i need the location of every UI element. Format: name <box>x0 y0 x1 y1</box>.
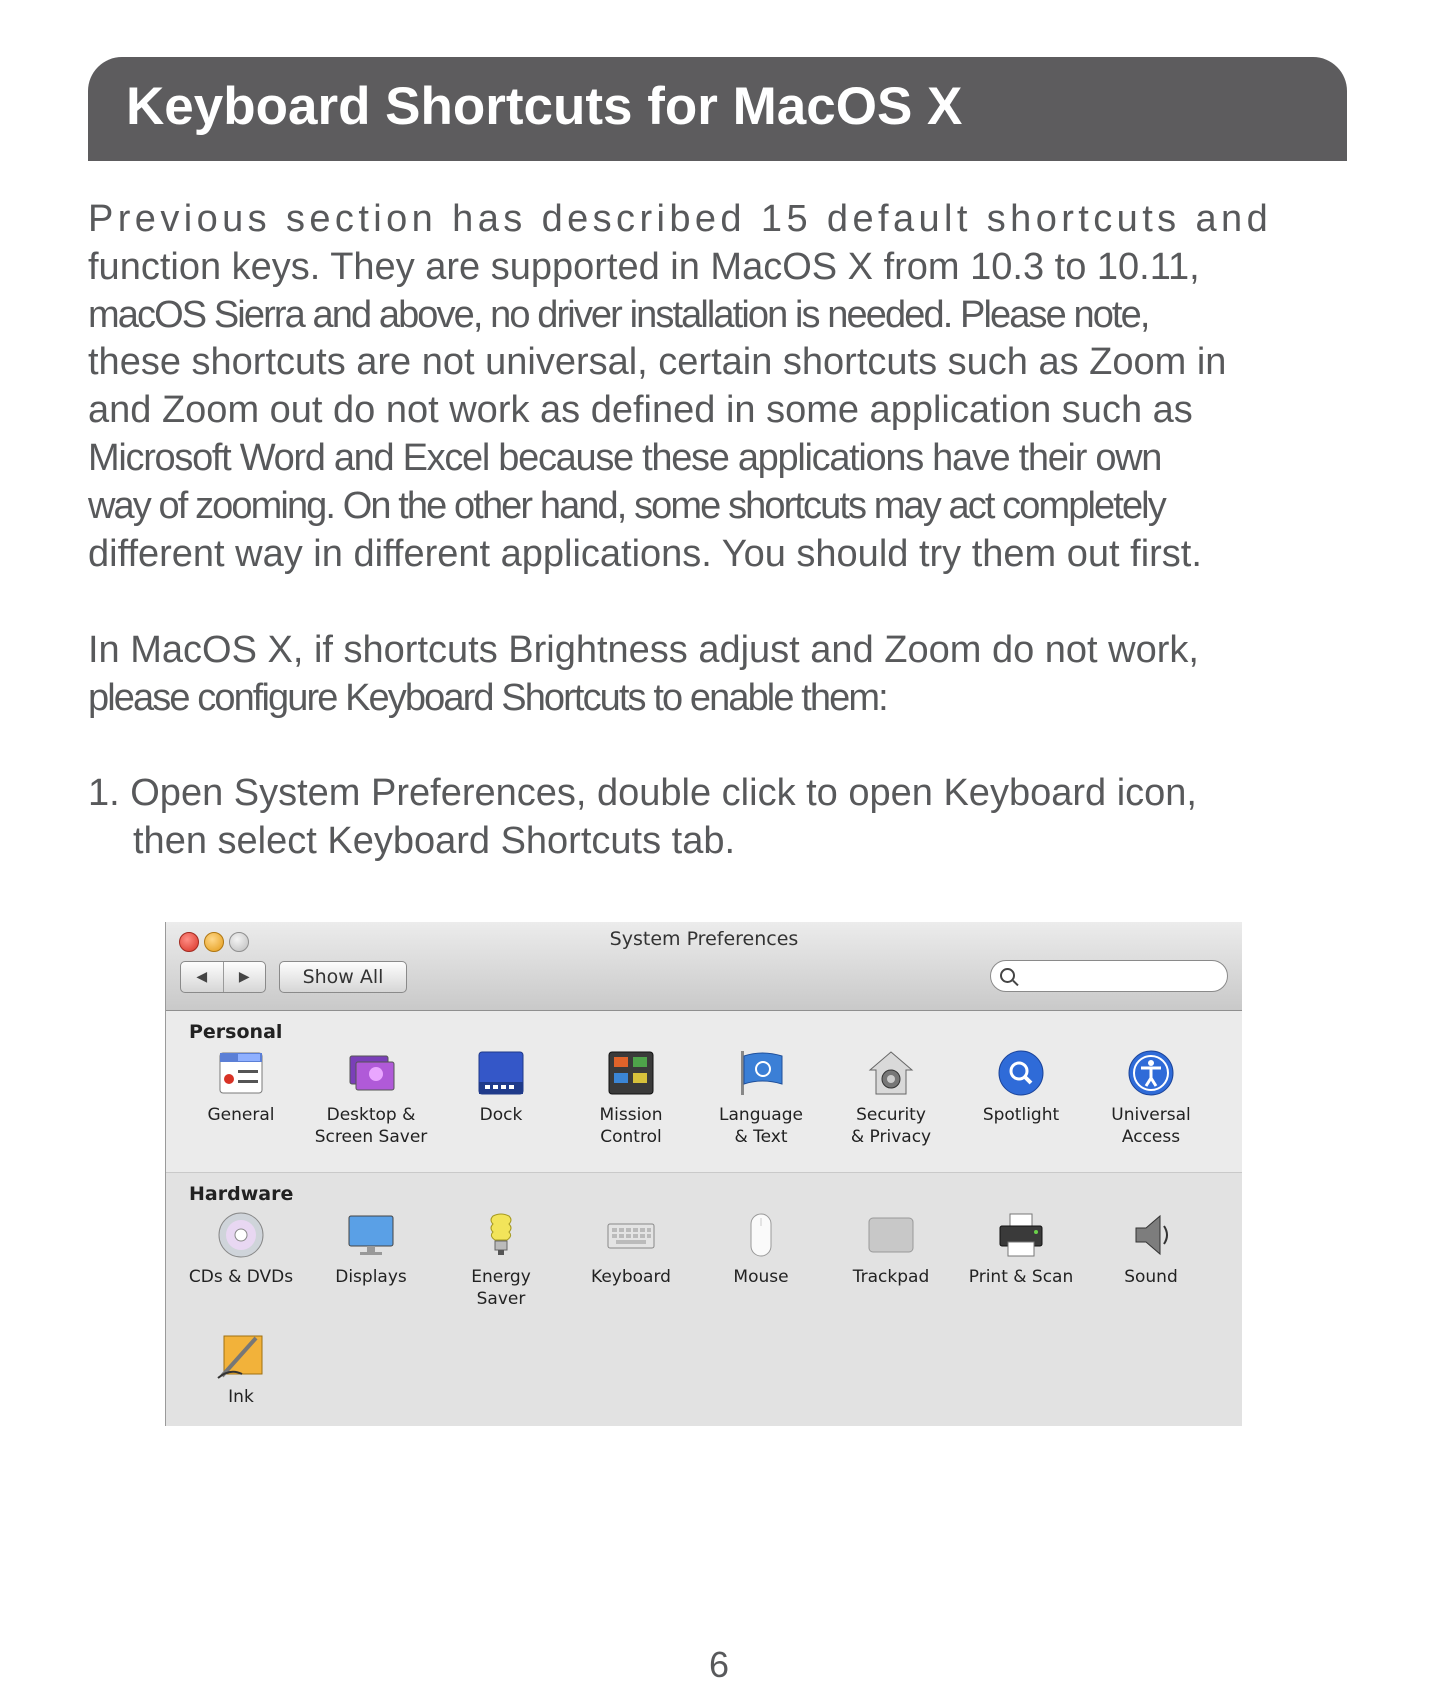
trackpad-icon <box>866 1210 916 1260</box>
pref-sound[interactable] <box>1091 1210 1211 1288</box>
lightbulb-icon <box>476 1210 526 1260</box>
pref-label: Security <box>856 1105 926 1125</box>
search-field[interactable] <box>990 960 1228 992</box>
dock-icon <box>476 1048 526 1098</box>
page-number: 6 <box>708 1644 730 1685</box>
hardware-section-label: Hardware <box>189 1183 294 1205</box>
pref-label: Dock <box>479 1105 523 1125</box>
pref-print-scan[interactable] <box>961 1210 1081 1288</box>
window-title: System Preferences <box>609 928 799 950</box>
page-title: Keyboard Shortcuts for MacOS X <box>126 77 963 136</box>
keyboard-icon <box>606 1210 656 1260</box>
universal-access-icon <box>1126 1048 1176 1098</box>
security-house-icon <box>866 1048 916 1098</box>
search-icon <box>1000 968 1015 983</box>
ink-pen-icon <box>216 1330 266 1380</box>
text-line: and Zoom out do not work as defined in some application such as <box>88 389 1193 432</box>
pref-label: Mouse <box>733 1267 789 1287</box>
pref-label: Saver <box>476 1289 526 1309</box>
pref-label: Print & Scan <box>968 1267 1074 1287</box>
pref-ink[interactable] <box>181 1330 301 1408</box>
text-line: function keys. They are supported in MacOS X from 10.3 to 10.11, <box>88 245 1200 288</box>
printer-icon <box>996 1210 1046 1260</box>
pref-label: Sound <box>1124 1267 1178 1287</box>
show-all-button[interactable]: Show All <box>279 961 407 993</box>
text-line: macOS Sierra and above, no driver installation is needed. Please note, <box>88 293 1149 336</box>
general-icon <box>216 1048 266 1098</box>
pref-label: CDs & DVDs <box>188 1267 294 1287</box>
text-line: 1. Open System Preferences, double click to open Keyboard icon, <box>88 772 1197 814</box>
pref-mission-control[interactable] <box>571 1048 691 1148</box>
forward-arrow-icon: ▶ <box>238 969 250 985</box>
speaker-icon <box>1126 1210 1176 1260</box>
forward-button[interactable] <box>223 962 266 992</box>
pref-universal-access[interactable] <box>1091 1048 1211 1148</box>
text-line: then select Keyboard Shortcuts tab. <box>133 819 736 862</box>
text-line: Previous section has described 15 default shortcuts and <box>88 198 1273 240</box>
window-toolbar <box>166 922 1242 1011</box>
pref-label: Mission <box>599 1105 663 1125</box>
text-line: Microsoft Word and Excel because these applications have their own <box>88 436 1162 479</box>
pref-dock[interactable] <box>441 1048 561 1126</box>
search-input[interactable] <box>1027 966 1221 986</box>
back-button[interactable] <box>181 962 223 992</box>
personal-section <box>166 1011 1242 1173</box>
header-bar <box>88 57 1347 161</box>
pref-label: Access <box>1121 1127 1181 1147</box>
text-line: please configure Keyboard Shortcuts to enable them: <box>88 676 887 719</box>
text-line: these shortcuts are not universal, certain shortcuts such as Zoom in <box>88 341 1227 384</box>
pref-label: Energy <box>471 1267 531 1287</box>
pref-general[interactable] <box>181 1048 301 1126</box>
back-arrow-icon: ◀ <box>196 969 208 985</box>
pref-mouse[interactable] <box>701 1210 821 1288</box>
text-line: In MacOS X, if shortcuts Brightness adjust and Zoom do not work, <box>88 629 1199 671</box>
pref-energy-saver[interactable] <box>441 1210 561 1310</box>
personal-section-label: Personal <box>189 1021 283 1043</box>
text-line: different way in different applications. You should try them out first. <box>88 532 1202 575</box>
pref-spotlight[interactable] <box>961 1048 1081 1126</box>
pref-cds-dvds[interactable] <box>181 1210 301 1288</box>
pref-label: Ink <box>228 1387 254 1407</box>
intro-paragraph <box>88 196 1363 578</box>
pref-label: Spotlight <box>982 1105 1060 1125</box>
pref-desktop-screen-saver[interactable] <box>311 1048 431 1148</box>
pref-label: Keyboard <box>591 1267 671 1287</box>
pref-trackpad[interactable] <box>831 1210 951 1288</box>
pref-label: General <box>207 1105 275 1125</box>
cd-disc-icon <box>216 1210 266 1260</box>
pref-label: Screen Saver <box>314 1127 428 1147</box>
mission-control-icon <box>606 1048 656 1098</box>
pref-keyboard[interactable] <box>571 1210 691 1288</box>
pref-displays[interactable] <box>311 1210 431 1288</box>
system-preferences-window <box>165 922 1242 1426</box>
pref-label: & Text <box>734 1127 788 1147</box>
pref-label: Displays <box>335 1267 407 1287</box>
step-1 <box>88 770 1363 866</box>
pref-security-privacy[interactable] <box>831 1048 951 1148</box>
config-paragraph <box>88 627 1363 723</box>
pref-label: Control <box>600 1127 662 1147</box>
back-forward-group <box>180 961 266 993</box>
language-flag-icon <box>736 1048 786 1098</box>
spotlight-icon <box>996 1048 1046 1098</box>
desktop-screen-saver-icon <box>346 1048 396 1098</box>
text-line: way of zooming. On the other hand, some shortcuts may act completely <box>88 484 1165 527</box>
pref-label: Trackpad <box>852 1267 930 1287</box>
pref-label: Language <box>719 1105 803 1125</box>
pref-language-text[interactable] <box>701 1048 821 1148</box>
display-monitor-icon <box>346 1210 396 1260</box>
hardware-section <box>166 1173 1242 1426</box>
pref-label: & Privacy <box>850 1127 932 1147</box>
pref-label: Desktop & <box>326 1105 416 1125</box>
mouse-icon <box>736 1210 786 1260</box>
pref-label: Universal <box>1111 1105 1191 1125</box>
